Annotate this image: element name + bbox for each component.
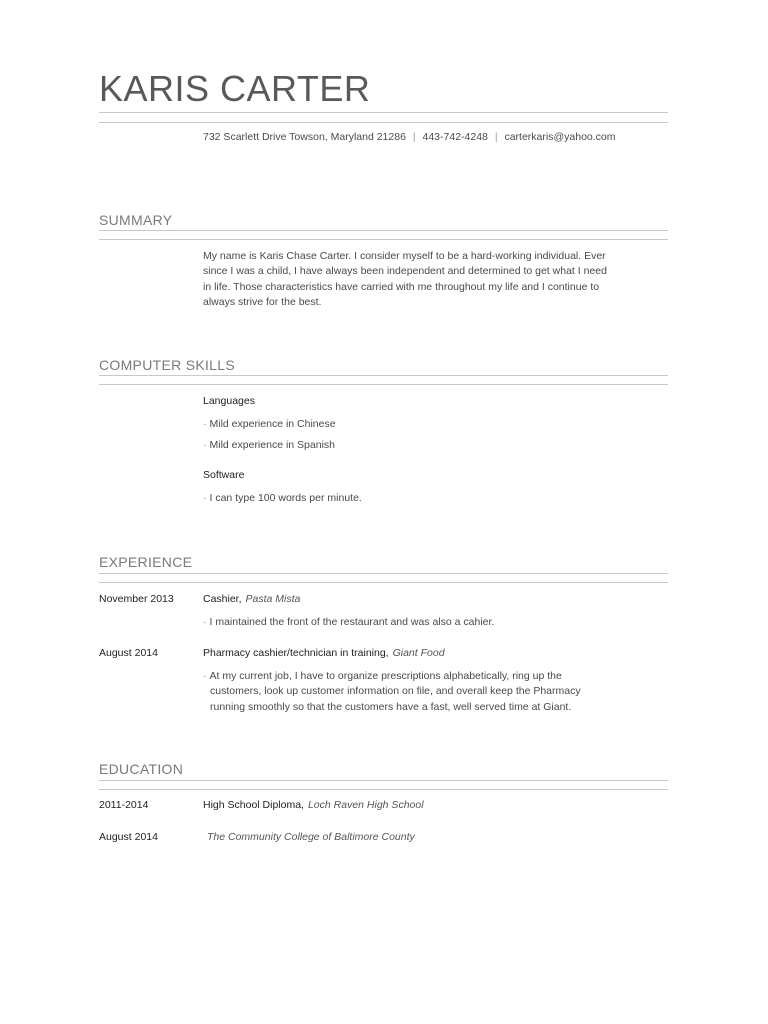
- job-title: Cashier, Pasta Mista: [203, 593, 301, 605]
- skills-rule-top: [99, 375, 668, 376]
- bullet-glyph: ·: [203, 616, 207, 628]
- summary-text: [203, 249, 633, 310]
- education-heading: EDUCATION: [99, 761, 184, 777]
- software-label: Software: [203, 469, 245, 481]
- candidate-name: KARIS CARTER: [99, 68, 371, 109]
- contact-address: 732 Scarlett Drive Towson, Maryland 21286: [203, 131, 406, 143]
- contact-email: carterkaris@yahoo.com: [504, 131, 616, 143]
- experience-heading: EXPERIENCE: [99, 554, 193, 570]
- education-date: 2011-2014: [99, 799, 149, 811]
- job-title: Pharmacy cashier/technician in training, Giant Food: [203, 647, 445, 659]
- bullet-glyph: ·: [203, 670, 207, 682]
- summary-rule-top: [99, 230, 668, 231]
- summary-line: since I was a child, I have always been independent and determined to get what I need: [203, 265, 607, 278]
- bullet-glyph: ·: [203, 439, 207, 451]
- contact-line: [203, 131, 616, 143]
- job-duty: · At my current job, I have to organize prescriptions alphabetically, ring up the customers, look up customer information on file, and overall keep the Pharmacy running smoothly so that the customers have a fast, well served time at Giant.: [203, 670, 581, 713]
- summary-rule-bottom: [99, 239, 668, 240]
- job-employer: Pasta Mista: [245, 593, 301, 605]
- language-item: · Mild experience in Spanish: [203, 439, 335, 451]
- experience-rule-top: [99, 573, 668, 574]
- software-item: · I can type 100 words per minute.: [203, 492, 362, 504]
- job-employer: Giant Food: [392, 647, 445, 659]
- name-underline-top: [99, 112, 668, 113]
- language-item: · Mild experience in Chinese: [203, 418, 336, 430]
- education-school: Loch Raven High School: [307, 799, 424, 811]
- education-rule-bottom: [99, 789, 668, 790]
- education-school: The Community College of Baltimore County: [207, 831, 415, 843]
- summary-line: My name is Karis Chase Carter. I consider myself to be a hard-working individual. Ever: [203, 250, 606, 262]
- summary-line: in life. Those characteristics have carried with me throughout my life and I continue to: [203, 280, 600, 293]
- education-date: August 2014: [99, 831, 158, 843]
- job-date: August 2014: [99, 647, 158, 659]
- contact-phone: 443-742-4248: [422, 131, 488, 143]
- skills-rule-bottom: [99, 384, 668, 385]
- experience-rule-bottom: [99, 582, 668, 583]
- job-duty: · I maintained the front of the restaurant and was also a cahier.: [203, 616, 495, 628]
- job-date: November 2013: [99, 593, 174, 605]
- summary-line: always strive for the best.: [203, 295, 322, 308]
- languages-label: Languages: [203, 395, 255, 407]
- contact-separator: |: [412, 131, 416, 143]
- bullet-glyph: ·: [203, 418, 207, 430]
- education-degree: [203, 831, 415, 843]
- summary-heading: SUMMARY: [99, 212, 173, 228]
- education-rule-top: [99, 780, 668, 781]
- bullet-glyph: ·: [203, 492, 207, 504]
- skills-heading: COMPUTER SKILLS: [99, 357, 235, 373]
- education-degree: High School Diploma, Loch Raven High School: [203, 799, 424, 811]
- name-underline-bottom: [99, 122, 668, 123]
- contact-separator: |: [494, 131, 498, 143]
